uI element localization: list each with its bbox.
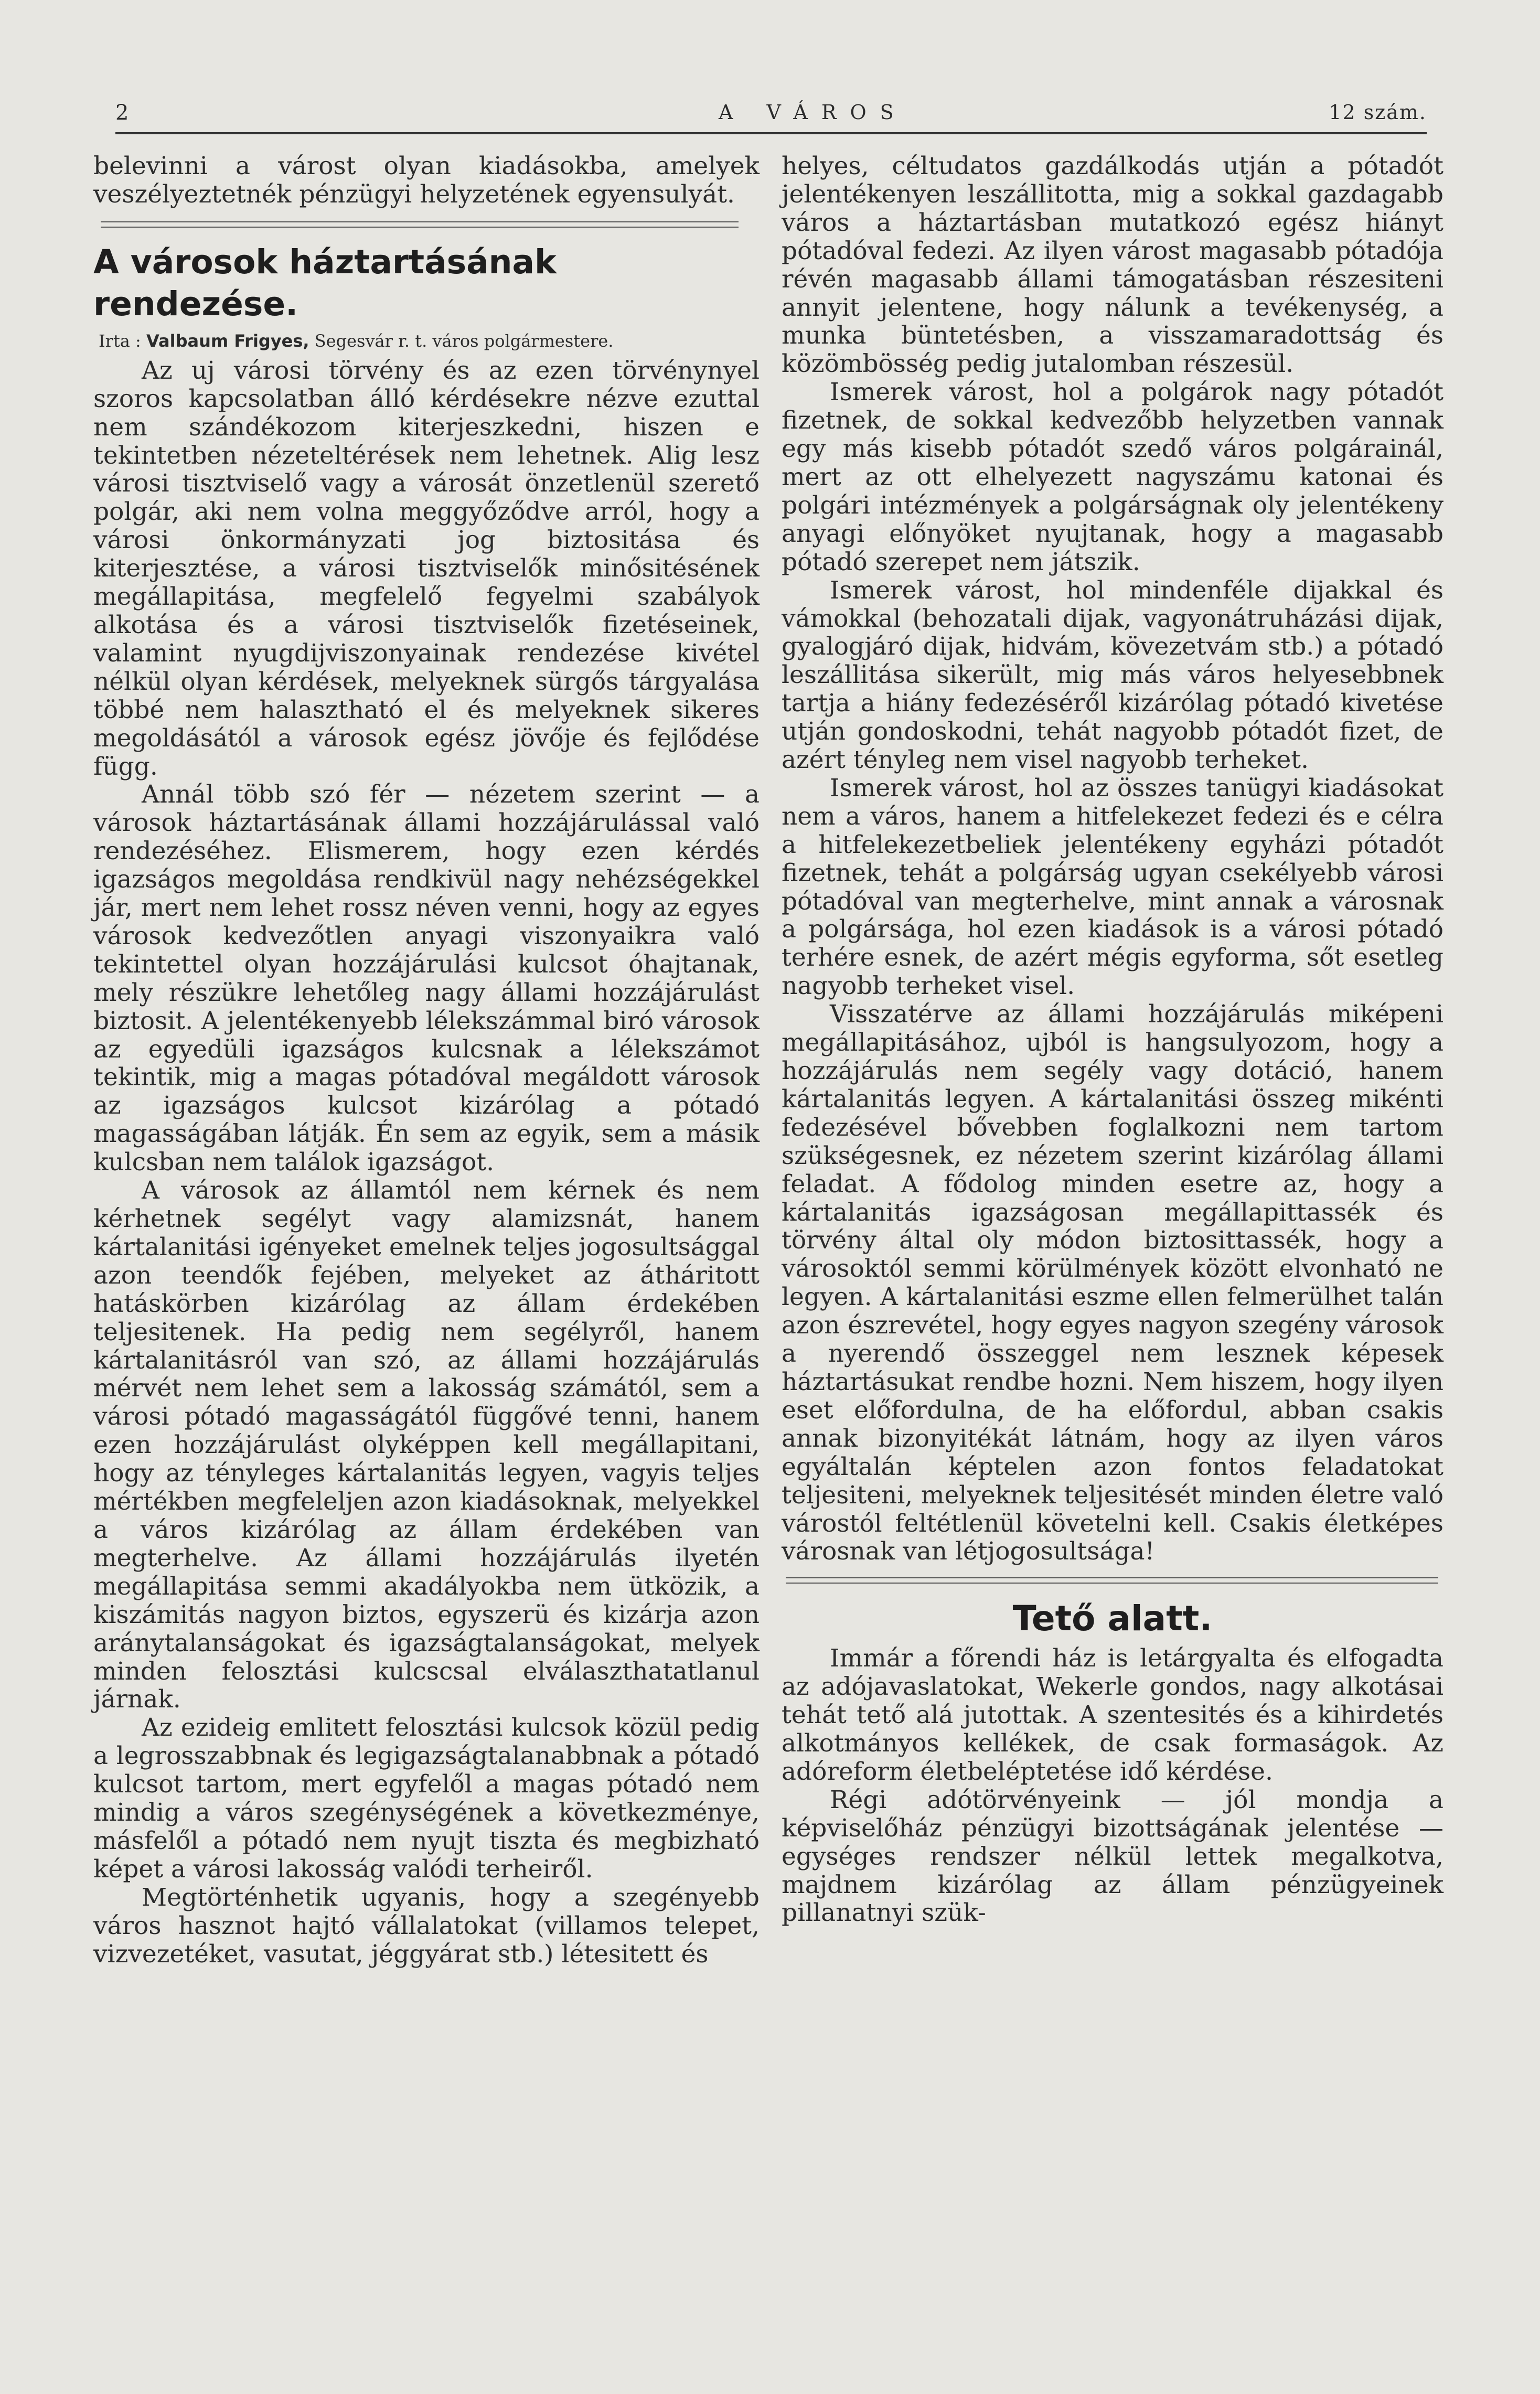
article-paragraph: Ismerek várost, hol a polgárok nagy pótadót fizetnek, de sokkal kedvezőbb helyzetben vannak egy más kisebb pótadót szedő város polgárainál, mert az ott elhelyezett nagyszámu katonai és polgári intézmények a polgárságnak oly jelentékeny anyagi előnyöket nyujtanak, hogy a magasabb pótadó szerepet nem játszik. xyxy=(782,378,1443,576)
article-paragraph: Visszatérve az állami hozzájárulás miképeni megállapitásához, ujból is hangsulyozom, hogy a hozzájárulás nem segély vagy dotáció, hanem kártalanitás legyen. A kártalanitási összeg mikénti fedezésével bővebben foglalkozni nem tartom szükségesnek, ez nézetem szerint kizárólag állami feladat. A fődolog minden esetre az, hogy a kártalanitás igazságosan megállapittassék és törvény által oly módon biztosittassék, hogy a városoktól semmi körülmények között elvonható ne legyen. A kártalanitási eszme ellen felmerülhet talán azon észrevétel, hogy egyes nagyon szegény városok a nyerendő összeggel nem lesznek képesek háztartásukat rendbe hozni. Nem hiszem, hogy ilyen eset előfordulna, de ha előfordul, abban csakis annak bizonyitékát látnám, hogy az ilyen város egyáltalán képtelen azon fontos feladatokat teljesiteni, melyeknek teljesitését minden életre való várostól feltétlenül követelni kell. Csakis életképes városnak van létjogosultsága! xyxy=(782,1000,1443,1566)
article-paragraph: Immár a főrendi ház is letárgyalta és elfogadta az adójavaslatokat, Wekerle gondos, nagy alkotásai tehát tető alá jutottak. A szentesités és a kihirdetés alkotmányos kellékek, de csak formaságok. Az adóreform életbeléptetése idő kérdése. xyxy=(782,1644,1443,1786)
article-paragraph: Az ezideig emlitett felosztási kulcsok közül pedig a legrosszabbnak és legigazságtalanabbnak a pótadó kulcsot tartom, mert egyfelől a magas pótadó nem mindig a város szegénységének a következménye, másfelől a pótadó nem nyujt tiszta és megbizható képet a városi lakosság valódi terheiről. xyxy=(93,1713,760,1884)
article-paragraph: Ismerek várost, hol mindenféle dijakkal és vámokkal (behozatali dijak, vagyonátruházási dijak, gyalogjáró dijak, hidvám, kövezetvám stb.) a pótadó leszállitása sikerült, mig más város helyesebbnek tartja a hiány fedezéséről kizárólag pótadó kivetése utján gondoskodni, tehát nagyobb pótadót fizet, de azért tényleg nem visel nagyobb terheket. xyxy=(782,575,1443,775)
right-column xyxy=(782,152,1443,1927)
header-rule xyxy=(115,132,1427,134)
article-paragraph: A városok az államtól nem kérnek és nem kérhetnek segélyt vagy alamizsnát, hanem kártalanitási igényeket emelnek teljes jogosultsággal azon teendők fejében, melyeket az átháritott hatáskörben kizárólag az állam érdekében teljesitenek. Ha pedig nem segélyről, hanem kártalanitásról van szó, az állami hozzájárulás mérvét nem lehet sem a lakosság számától, sem a városi pótadó magasságától függővé tenni, hanem ezen hozzájárulást olyképpen kell megállapitani, hogy az tényleges kártalanitás legyen, vagyis teljes mértékben megfeleljen azon kiadásoknak, melyekkel a város kizárólag az állam érdekében van megterhelve. Az állami hozzájárulás ilyetén megállapitása semmi akadályokba nem ütközik, a kiszámitás nagyon biztos, egyszerü és kizárja azon aránytalanságokat és igazságtalanságokat, melyek minden felosztási kulcscsal elválaszthatatlanul járnak. xyxy=(93,1176,760,1714)
issue-number: 12 szám. xyxy=(1329,101,1427,124)
article-paragraph: helyes, céltudatos gazdálkodás utján a pótadót jelentékenyen leszállitotta, mig a sokkal gazdagabb város a háztartásban mutatkozó egész hiányt pótadóval fedezi. Az ilyen várost magasabb pótadója révén magasabb állami támogatásban részesiteni annyit jelentene, hogy nálunk a tevékenység, a munka büntetésben, a visszamaradottság és közömbösség pedig jutalomban részesül. xyxy=(782,152,1443,379)
article-separator xyxy=(101,221,739,228)
byline xyxy=(99,327,760,355)
article-paragraph: Az uj városi törvény és az ezen törvénynyel szoros kapcsolatban álló kérdésekre nézve ezuttal nem szándékozom kiterjeszkedni, hiszen e tekintetben nézeteltérések nem lehetnek. Alig lesz városi tisztviselő vagy a városát önzetlenül szerető polgár, aki nem volna meggyőződve arról, hogy a városi önkormányzati jog biztositása és kiterjesztése, a városi tisztviselők minősitésének megállapitása, megfelelő fegyelmi szabályok alkotása és a városi tisztviselők fizetéseinek, valamint nyugdijviszonyainak rendezése kivétel nélkül olyan kérdések, melyeknek sürgős tárgyalása többé nem halasztható el és melyeknek sikeres megoldásától a városok egész jövője és fejlődése függ. xyxy=(93,356,760,781)
continued-paragraph: belevinni a várost olyan kiadásokba, amelyek veszélyeztetnék pénzügyi helyzetének egyensulyát. xyxy=(93,152,760,209)
article-title: A városok háztartásának rendezése. xyxy=(93,242,557,323)
newspaper-title: A VÁROS xyxy=(719,101,907,124)
byline-suffix: Segesvár r. t. város polgármestere. xyxy=(314,330,614,351)
article-paragraph: Megtörténhetik ugyanis, hogy a szegényebb város hasznot hajtó vállalatokat (villamos telepet, vizvezetéket, vasutat, jéggyárat stb.) létesitett és xyxy=(93,1883,760,1969)
article-paragraph: Ismerek várost, hol az összes tanügyi kiadásokat nem a város, hanem a hitfelekezet fedezi és e célra a hitfelekezetbeliek jelentékeny egyházi pótadót fizetnek, tehát a polgárság ugyan csekélyebb városi pótadóval van megterhelve, mint annak a városnak a polgársága, hol ezen kiadások is a városi pótadó terhére esnek, de azért mégis egyforma, sőt esetleg nagyobb terheket visel. xyxy=(782,773,1443,1001)
byline-prefix: Irta : xyxy=(99,330,141,351)
left-column xyxy=(93,152,760,1968)
page-header xyxy=(115,93,1427,131)
page-number: 2 xyxy=(115,101,130,125)
byline-author: Valbaum Frigyes, xyxy=(146,330,309,351)
article-separator xyxy=(786,1577,1438,1584)
article-paragraph: Annál több szó fér — nézetem szerint — a városok háztartásának állami hozzájárulással való rendezéséhez. Elismerem, hogy ezen kérdés igazságos megoldása rendkivül nagy nehézségekkel jár, mert nem lehet rossz néven venni, hogy az egyes városok kedvezőtlen anyagi viszonyaikra való tekintettel olyan hozzájárulási kulcsot óhajtanak, mely részükre lehetőleg nagy állami hozzájárulást biztosit. A jelentékenyebb lélekszámmal biró városok az egyedüli igazságos kulcsnak a lélekszámot tekintik, mig a magas pótadóval megáldott városok az igazságos kulcsot kizárólag a pótadó magasságában látják. Én sem az egyik, sem a másik kulcsban nem találok igazságot. xyxy=(93,780,760,1177)
article-title: Tető alatt. xyxy=(1012,1598,1213,1639)
article-paragraph: Régi adótörvényeink — jól mondja a képviselőház pénzügyi bizottságának jelentése — egységes rendszer nélkül lettek megalkotva, majdnem kizárólag az állam pénzügyeinek pillanatnyi szük- xyxy=(782,1785,1443,1928)
